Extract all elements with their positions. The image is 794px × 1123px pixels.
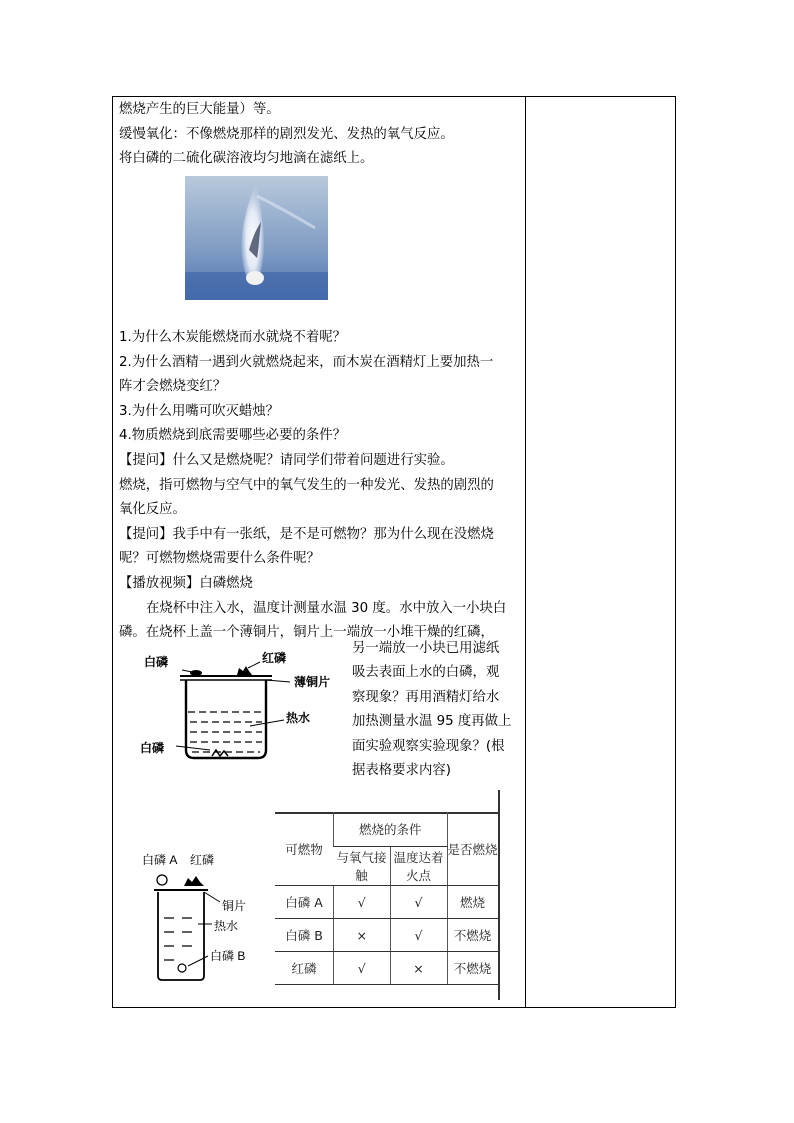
header-oxygen: 与氧气接触: [334, 847, 391, 886]
text-line: 燃烧产生的巨大能量）等。: [119, 102, 280, 117]
label-white-phosphorus-top: 白磷: [144, 655, 169, 669]
text-line: 呢？可燃物燃烧需要什么条件呢？: [119, 551, 320, 567]
text-line: 1.为什么木炭能燃烧而水就烧不着呢？: [119, 330, 347, 345]
header-substance: 可燃物: [275, 812, 334, 886]
text-line: 阵才会燃烧变红？: [119, 379, 227, 395]
cell-substance: 白磷 A: [275, 886, 334, 919]
cell-burn: 不燃烧: [447, 919, 498, 952]
text-line: 察现象？再用酒精灯给水: [352, 689, 500, 705]
cell-temperature: √: [390, 886, 447, 919]
header-conditions: 燃烧的条件: [334, 812, 448, 847]
table-row: [275, 952, 498, 985]
cell-temperature: √: [390, 919, 447, 952]
text-line: 氧化反应。: [119, 502, 186, 518]
text-line: 2.为什么酒精一遇到火就燃烧起来，而木炭在酒精灯上要加热一: [119, 354, 494, 370]
label-hot-water: 热水: [214, 919, 239, 933]
label-copper-sheet: 薄铜片: [294, 675, 331, 689]
text-line: 燃烧，指可燃物与空气中的氧气发生的一种发光、发热的剧烈的: [119, 477, 494, 493]
table-right-border: [498, 790, 500, 1000]
label-hot-water: 热水: [286, 711, 311, 725]
text-line: 磷。在烧杯上盖一个薄铜片，铜片上一端放一小堆干燥的红磷，: [119, 625, 494, 641]
label-white-phosphorus-bottom: 白磷: [140, 741, 165, 755]
text-line: 【播放视频】白磷燃烧: [119, 575, 253, 591]
text-line: 据表格要求内容): [352, 763, 451, 779]
text-line: 另一端放一小块已用滤纸: [352, 641, 500, 656]
text-line: 将白磷的二硫化碳溶液均匀地滴在滤纸上。: [119, 151, 374, 167]
test-tube-diagram: [140, 840, 260, 990]
text-line: 【提问】我手中有一张纸，是不是可燃物？那为什么现在没燃烧: [119, 526, 494, 542]
text-line: 加热测量水温 95 度再做上: [352, 714, 512, 730]
label-red-phosphorus: 红磷: [262, 651, 287, 665]
cell-oxygen: √: [334, 952, 391, 985]
cell-temperature: ×: [390, 952, 447, 985]
beaker-diagram: [140, 640, 340, 770]
combustion-conditions-table: [275, 812, 498, 985]
text-line: 在烧杯中注入水，温度计测量水温 30 度。水中放入一小块白: [146, 600, 507, 616]
column-divider: [525, 96, 526, 1008]
cell-oxygen: ×: [334, 919, 391, 952]
cell-burn: 不燃烧: [447, 952, 498, 985]
cell-oxygen: √: [334, 886, 391, 919]
table-row: [275, 886, 498, 919]
cell-burn: 燃烧: [447, 886, 498, 919]
text-line: 面实验观察实验现象？(根: [352, 738, 505, 754]
label-copper: 铜片: [222, 899, 247, 913]
text-line: 【提问】什么又是燃烧呢？请同学们带着问题进行实验。: [119, 452, 454, 468]
label-red-phosphorus: 红磷: [190, 853, 215, 867]
header-temperature: 温度达着火点: [390, 847, 447, 886]
header-burn: 是否燃烧: [447, 812, 498, 886]
text-line: 3.为什么用嘴可吹灭蜡烛？: [119, 403, 280, 419]
question-block: [119, 326, 521, 646]
flame-photo: [185, 176, 328, 300]
cell-substance: 红磷: [275, 952, 334, 985]
text-line: 吸去表面上水的白磷，观: [352, 665, 500, 681]
text-line: 缓慢氧化：不像燃烧那样的剧烈发光、发热的氧气反应。: [119, 126, 454, 142]
experiment-side-text: [352, 637, 522, 783]
table-row: [275, 919, 498, 952]
label-white-phosphorus-b: 白磷 B: [210, 949, 246, 963]
label-white-phosphorus-a: 白磷 A: [142, 853, 178, 867]
text-line: 4.物质燃烧到底需要哪些必要的条件？: [119, 428, 347, 444]
cell-substance: 白磷 B: [275, 919, 334, 952]
top-text-block: [119, 98, 521, 172]
